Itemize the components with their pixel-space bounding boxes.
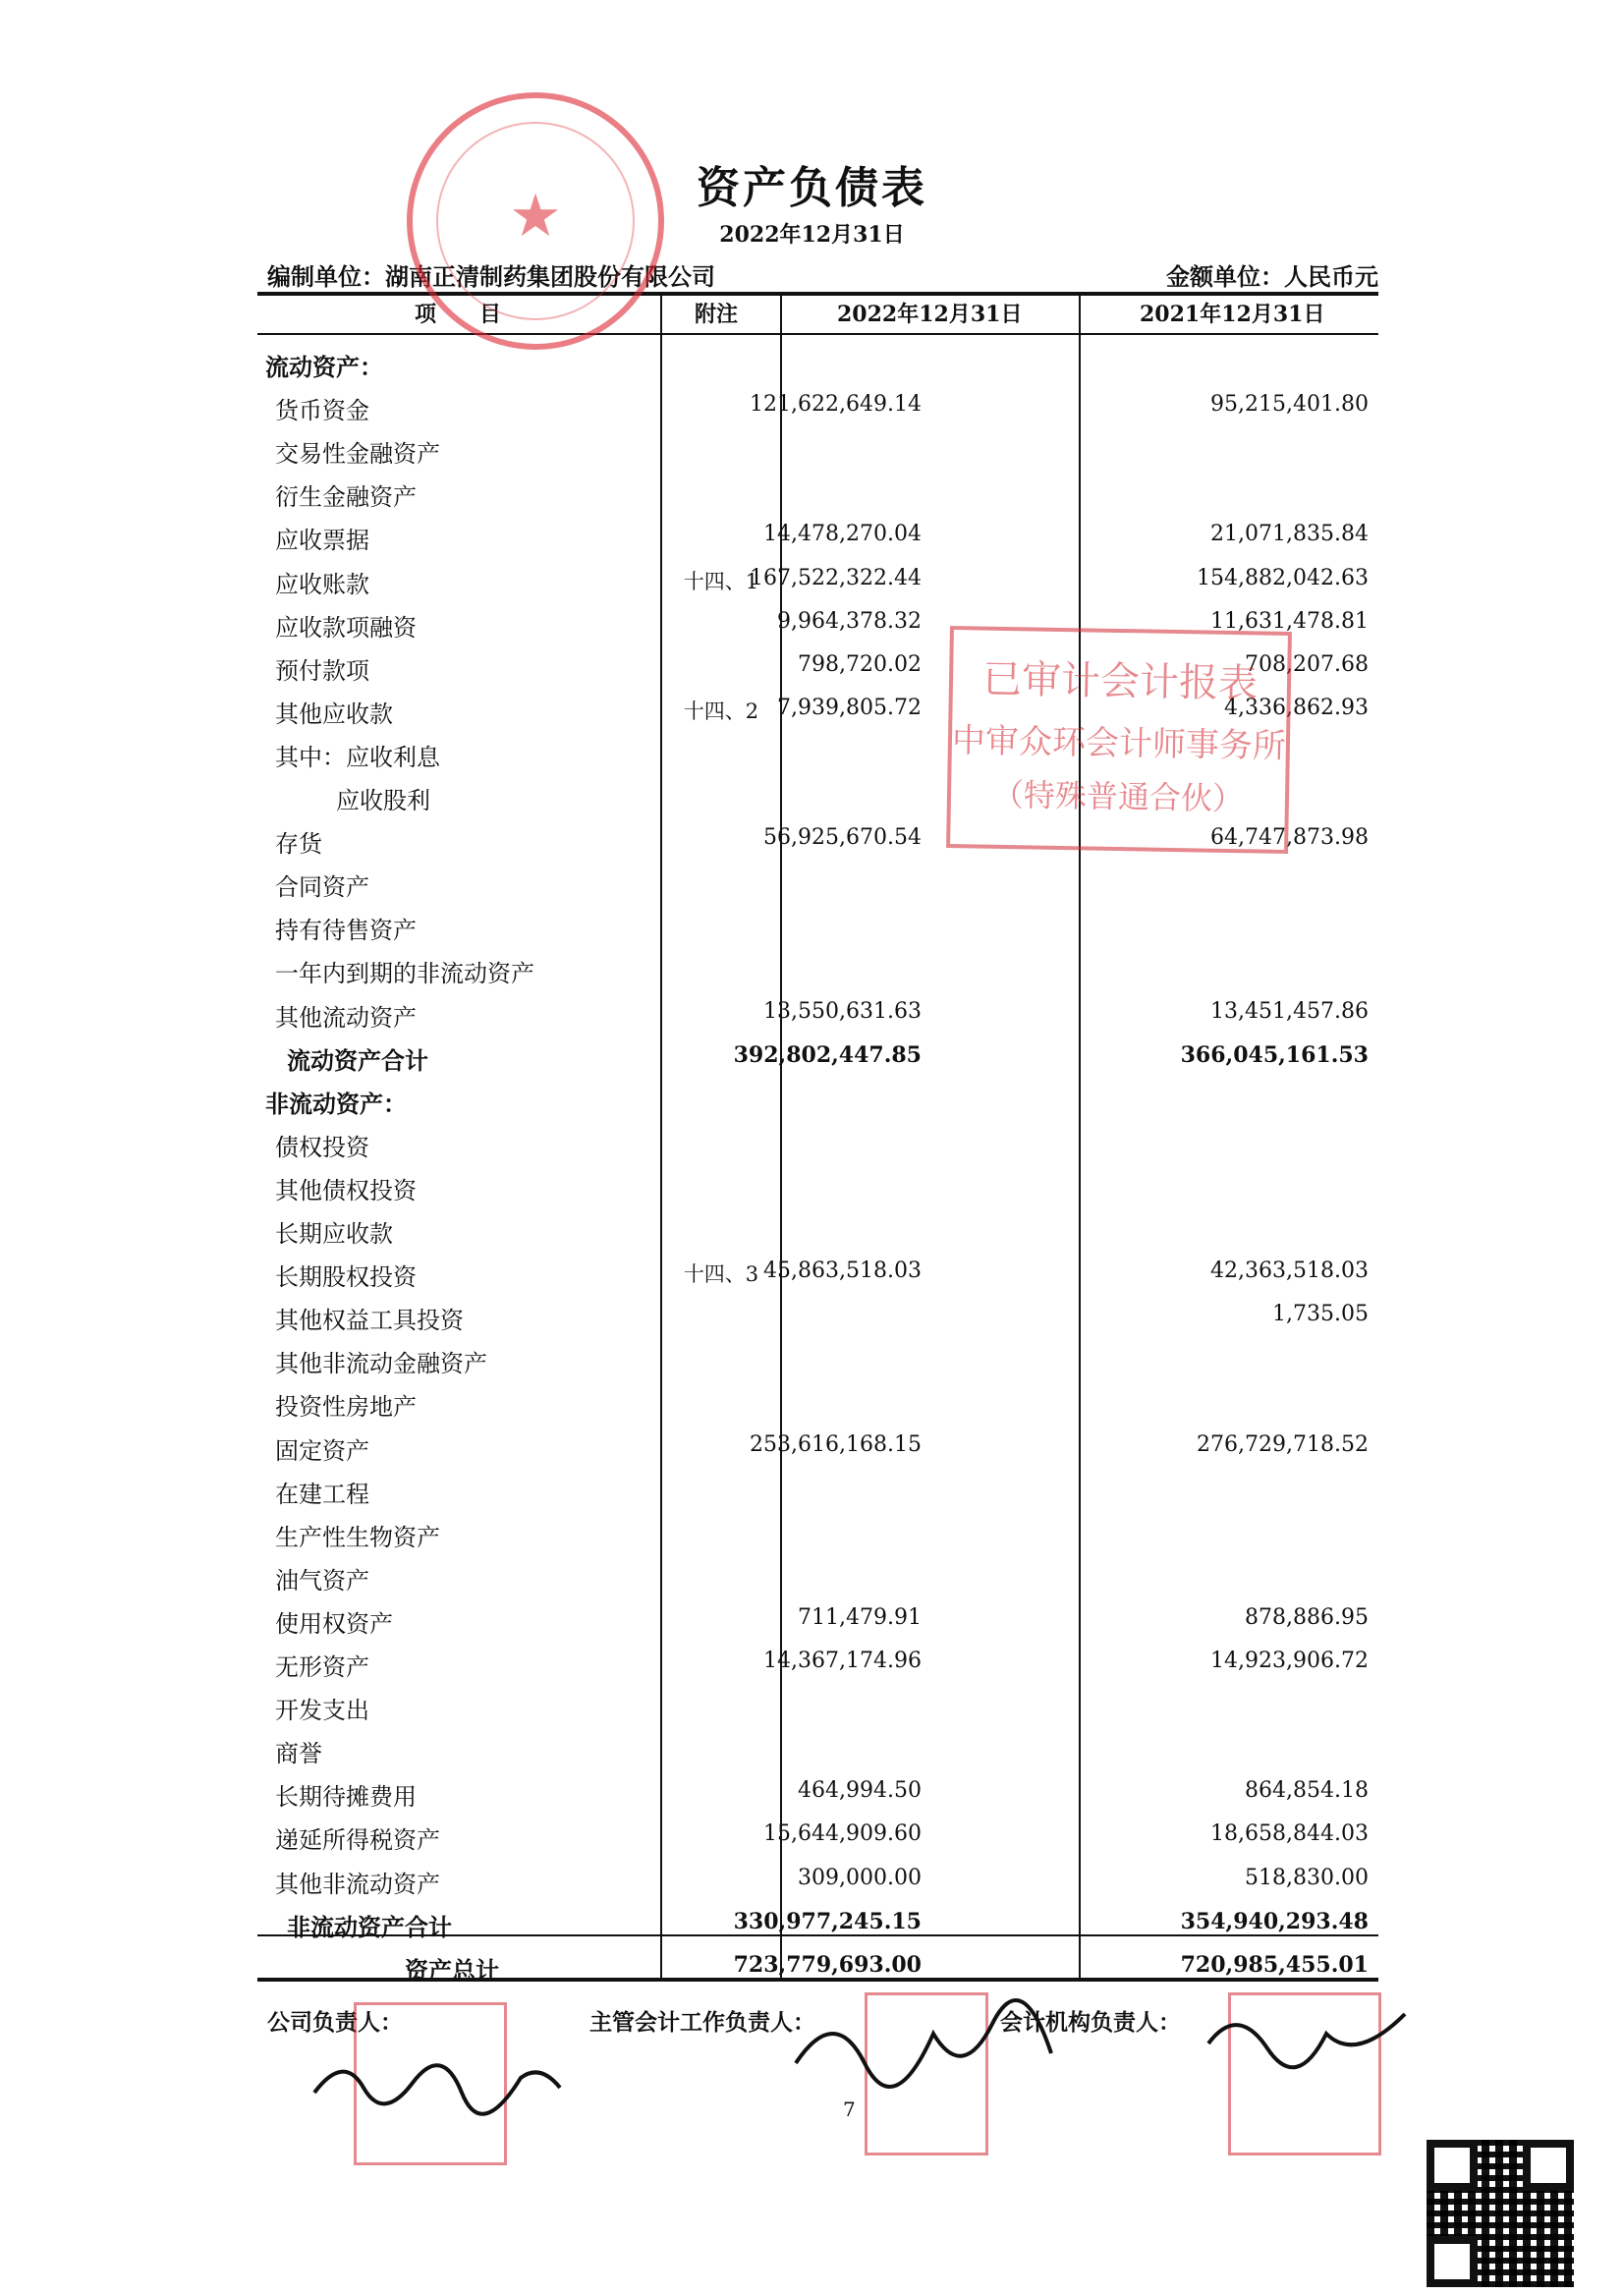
value-2022-cell: 167,522,322.44 [750, 565, 922, 590]
item-cell: 预付款项 [275, 656, 369, 685]
value-2021-cell: 276,729,718.52 [1197, 1431, 1369, 1457]
item-cell: 其他债权投资 [275, 1176, 417, 1204]
value-2022-cell: 330,977,245.15 [733, 1908, 922, 1934]
audit-stamp-line2: 中审众环会计师事务所 [951, 721, 1287, 766]
value-2021-cell: 18,658,844.03 [1210, 1821, 1369, 1847]
item-cell: 应收票据 [275, 527, 369, 555]
report-date: 2022年12月31日 [719, 222, 905, 248]
value-2022-cell: 798,720.02 [798, 651, 922, 677]
item-cell: 长期股权投资 [275, 1263, 417, 1292]
item-cell: 非流动资产合计 [287, 1912, 452, 1941]
item-cell: 非流动资产： [265, 1089, 407, 1118]
item-cell: 流动资产合计 [287, 1045, 428, 1075]
item-cell: 投资性房地产 [275, 1393, 417, 1422]
value-2021-cell: 14,923,906.72 [1210, 1649, 1369, 1673]
table-row [257, 1121, 1378, 1164]
item-cell: 流动资产： [265, 353, 383, 381]
table-row [257, 1770, 1378, 1814]
table-row [257, 1814, 1378, 1857]
table-row [257, 1468, 1378, 1511]
value-2022-cell: 309,000.00 [798, 1865, 922, 1890]
company-head-label: 公司负责人： [267, 2010, 403, 2036]
column-header-2022: 2022年12月31日 [837, 302, 1023, 327]
item-cell: 无形资产 [275, 1653, 369, 1681]
value-2021-cell: 864,854.18 [1245, 1778, 1369, 1804]
item-cell: 债权投资 [275, 1133, 369, 1161]
item-cell: 开发支出 [275, 1697, 369, 1725]
column-header-item: 项 目 [415, 302, 502, 327]
table-row [257, 1684, 1378, 1727]
note-cell: 十四、3 [683, 1262, 759, 1287]
value-2021-cell: 11,631,478.81 [1210, 608, 1369, 634]
table-row [257, 558, 1378, 601]
value-2022-cell: 711,479.91 [798, 1604, 922, 1630]
signature [786, 1994, 1061, 2102]
table-row [257, 514, 1378, 557]
table-row [257, 1294, 1378, 1337]
value-2021-cell: 42,363,518.03 [1210, 1259, 1369, 1284]
item-cell: 长期待摊费用 [275, 1783, 417, 1812]
note-cell: 十四、2 [683, 699, 759, 723]
value-2021-cell: 366,045,161.53 [1180, 1041, 1369, 1068]
table-row [257, 1425, 1378, 1468]
value-2022-cell: 723,779,693.00 [733, 1951, 922, 1978]
table-row [257, 1944, 1378, 1987]
value-2021-cell: 708,207.68 [1245, 651, 1369, 677]
item-cell: 交易性金融资产 [275, 440, 440, 469]
item-cell: 其他非流动金融资产 [275, 1350, 487, 1378]
audit-stamp-line1: 已审计会计报表 [981, 656, 1259, 707]
item-cell: 资产总计 [405, 1955, 499, 1985]
svg-text:★: ★ [509, 182, 562, 251]
table-row [257, 1207, 1378, 1251]
value-2022-cell: 7,939,805.72 [777, 695, 922, 720]
signature [305, 2034, 570, 2122]
value-2022-cell: 121,622,649.14 [750, 392, 922, 418]
table-row [257, 384, 1378, 427]
table-row [257, 1164, 1378, 1207]
item-cell: 其他流动资产 [275, 1003, 417, 1032]
table-row [257, 1251, 1378, 1294]
item-cell: 货币资金 [275, 397, 369, 425]
item-cell: 其他权益工具投资 [275, 1307, 464, 1335]
value-2022-cell: 9,964,378.32 [777, 608, 922, 634]
balance-sheet-table [257, 292, 1378, 1985]
item-cell: 应收款项融资 [275, 613, 417, 642]
table-row [257, 1641, 1378, 1684]
item-cell: 生产性生物资产 [275, 1523, 440, 1551]
value-2021-cell: 154,882,042.63 [1197, 565, 1369, 590]
page-title: 资产负债表 [697, 163, 927, 213]
company-seal [403, 88, 668, 354]
item-cell: 持有待售资产 [275, 917, 417, 945]
table-row [257, 1901, 1378, 1944]
item-cell: 衍生金融资产 [275, 483, 417, 512]
value-2022-cell: 464,994.50 [798, 1778, 922, 1804]
value-2021-cell: 1,735.05 [1272, 1302, 1369, 1327]
audit-stamp [946, 626, 1292, 854]
table-row [257, 1597, 1378, 1641]
value-2022-cell: 392,802,447.85 [733, 1041, 922, 1068]
table-row [257, 1078, 1378, 1121]
value-2021-cell: 720,985,455.01 [1180, 1951, 1369, 1978]
item-cell: 在建工程 [275, 1480, 369, 1508]
value-2021-cell: 64,747,873.98 [1210, 825, 1369, 851]
value-2022-cell: 14,367,174.96 [763, 1649, 922, 1673]
item-cell: 合同资产 [275, 873, 369, 902]
table-row [257, 1380, 1378, 1424]
accounting-head-label: 主管会计工作负责人： [589, 2010, 815, 2036]
table-row [257, 1337, 1378, 1380]
item-cell: 应收账款 [275, 570, 369, 598]
item-cell: 存货 [275, 830, 322, 859]
table-row [257, 904, 1378, 947]
column-header-note: 附注 [695, 302, 739, 327]
value-2022-cell: 253,616,168.15 [750, 1431, 922, 1457]
table-row [257, 471, 1378, 514]
item-cell: 使用权资产 [275, 1609, 393, 1638]
item-cell: 一年内到期的非流动资产 [275, 960, 534, 988]
value-2022-cell: 13,550,631.63 [763, 998, 922, 1024]
note-cell: 十四、1 [683, 569, 759, 593]
value-2021-cell: 518,830.00 [1245, 1865, 1369, 1890]
item-cell: 油气资产 [275, 1566, 369, 1595]
item-cell: 其中：应收利息 [275, 743, 440, 771]
table-row [257, 1511, 1378, 1554]
value-2021-cell: 21,071,835.84 [1210, 522, 1369, 547]
item-cell: 商誉 [275, 1740, 322, 1768]
table-row [257, 1554, 1378, 1597]
item-cell: 固定资产 [275, 1436, 369, 1465]
item-cell: 长期应收款 [275, 1220, 393, 1248]
currency-unit: 金额单位：人民币元 [1166, 263, 1378, 291]
table-row [257, 1035, 1378, 1078]
column-header-2021: 2021年12月31日 [1140, 302, 1325, 327]
item-cell: 其他应收款 [275, 700, 393, 728]
value-2022-cell: 56,925,670.54 [763, 825, 922, 851]
item-cell: 递延所得税资产 [275, 1826, 440, 1855]
table-row [257, 427, 1378, 471]
compiler-unit: 编制单位：湖南正清制药集团股份有限公司 [267, 263, 715, 291]
item-cell: 其他非流动资产 [275, 1870, 440, 1898]
value-2021-cell: 13,451,457.86 [1210, 998, 1369, 1024]
value-2021-cell: 878,886.95 [1245, 1604, 1369, 1630]
table-row [257, 991, 1378, 1035]
table-row [257, 861, 1378, 904]
value-2022-cell: 14,478,270.04 [763, 522, 922, 547]
signature [1199, 1994, 1415, 2083]
value-2021-cell: 4,336,862.93 [1224, 695, 1369, 720]
item-cell: 应收股利 [336, 787, 430, 814]
audit-stamp-line3: （特殊普通合伙） [991, 775, 1245, 818]
value-2022-cell: 15,644,909.60 [763, 1821, 922, 1847]
value-2022-cell: 45,863,518.03 [763, 1259, 922, 1284]
qr-code [1427, 2140, 1574, 2287]
table-row [257, 1858, 1378, 1901]
table-row [257, 1727, 1378, 1770]
accounting-dept-head-label: 会计机构负责人： [1000, 2010, 1181, 2036]
table-row [257, 947, 1378, 990]
value-2021-cell: 354,940,293.48 [1180, 1908, 1369, 1934]
value-2021-cell: 95,215,401.80 [1210, 392, 1369, 418]
page-number: 7 [843, 2098, 856, 2121]
